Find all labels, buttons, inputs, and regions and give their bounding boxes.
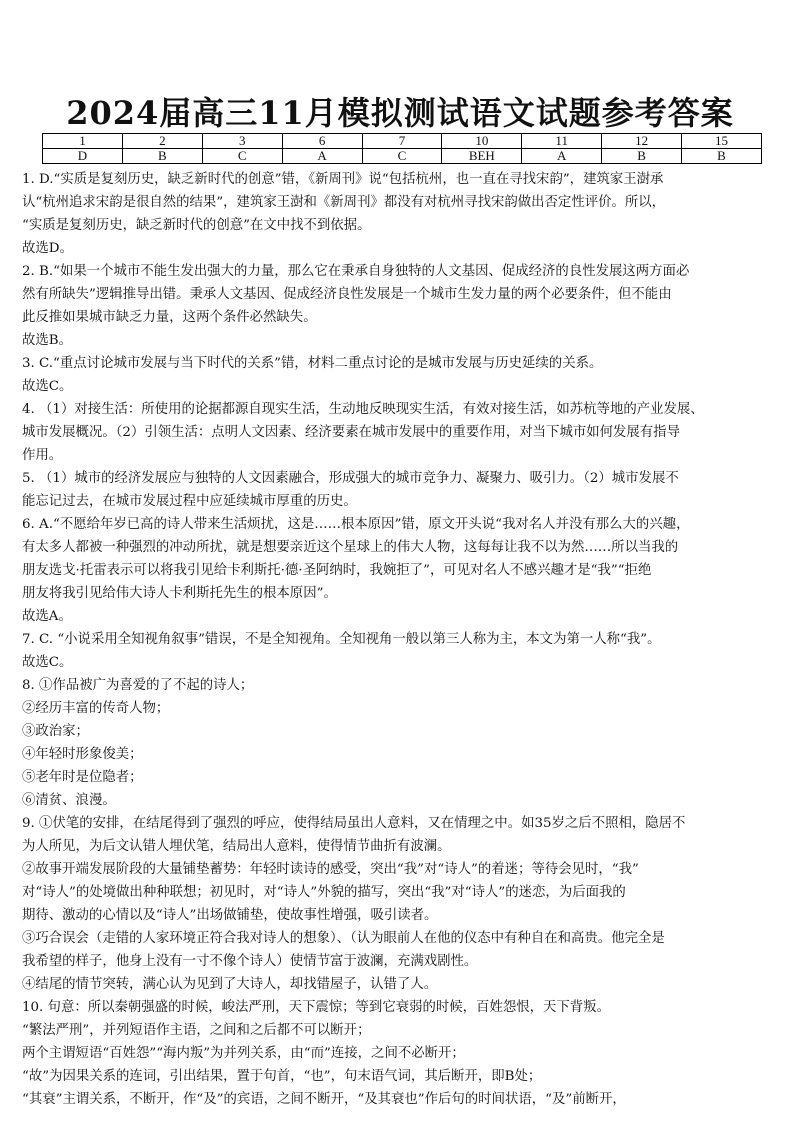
text-line: ④结尾的情节突转，满心认为见到了大诗人，却找错屋子，认错了人。 xyxy=(22,977,438,992)
text-line: 9. ①伏笔的安排，在结尾得到了强烈的呼应，使得结局虽出人意料，又在情理之中。如35岁之后不照相，隐居不 xyxy=(22,816,686,831)
question-number-cell: 7 xyxy=(362,134,442,149)
answer-cell: B xyxy=(602,149,682,164)
text-line: 期待、激动的心情以及“诗人”出场做铺垫，使故事性增强，吸引读者。 xyxy=(22,908,438,923)
question-number-cell: 3 xyxy=(202,134,282,149)
text-line: 认“杭州追求宋韵是很自然的结果”，建筑家王澍和《新周刊》都没有对杭州寻找宋韵做出否定性评价。所以， xyxy=(22,195,666,210)
text-line: 朋友将我引见给伟大诗人卡利斯托先生的根本原因”。 xyxy=(22,586,337,601)
text-line: ③政治家； xyxy=(22,724,89,739)
answer-cell: A xyxy=(282,149,362,164)
text-line: 两个主谓短语“百姓怨”“海内叛”为并列关系，由“而”连接，之间不必断开； xyxy=(22,1046,465,1061)
answer-cell: D xyxy=(43,149,123,164)
question-number-cell: 1 xyxy=(43,134,123,149)
text-line: “实质是复刻历史，缺乏新时代的创意”在文中找不到依据。 xyxy=(22,218,371,233)
question-number-cell: 10 xyxy=(442,134,522,149)
text-line: ③巧合误会（走错的人家环境正符合我对诗人的想象）、（认为眼前人在他的仪态中有种自在和高贵。他完全是 xyxy=(22,931,665,946)
text-line: 6. A.“不愿给年岁已高的诗人带来生活烦扰，这是……根本原因”错，原文开头说“我对名人并没有那么大的兴趣， xyxy=(22,517,690,532)
text-line: “其衰”主谓关系，不断开，作“及”的宾语，之间不断开，“及其衰也”作后句的时间状语，“及”前断开， xyxy=(22,1092,626,1107)
text-line: “繁法严刑”，并列短语作主语，之间和之后都不可以断开； xyxy=(22,1023,371,1038)
text-line: 为人所见，为后文认错人埋伏笔，结局出人意料，使得情节曲折有波澜。 xyxy=(22,839,451,854)
text-line: 故选D。 xyxy=(22,241,73,256)
text-line: 有太多人都被一种强烈的冲动所扰，就是想要亲近这个星球上的伟大人物，这每每让我不以为然……所以当我的 xyxy=(22,540,679,555)
text-line: “故”为因果关系的连词，引出结果，置于句首，“也”，句末语气词，其后断开，即B处； xyxy=(22,1069,542,1084)
answer-cell: B xyxy=(682,149,762,164)
text-line: 故选C。 xyxy=(22,655,73,670)
text-line: 1. D.“实质是复刻历史，缺乏新时代的创意”错，《新周刊》说“包括杭州，也一直在寻找宋韵”，建筑家王澍承 xyxy=(22,172,664,187)
text-line: 7. C. “小说采用全知视角叙事”错误，不是全知视角。全知视角一般以第三人称为主，本文为第一人称“我”。 xyxy=(22,632,661,647)
text-line: ②经历丰富的传奇人物； xyxy=(22,701,170,716)
text-line: 能忘记过去，在城市发展过程中应延续城市厚重的历史。 xyxy=(22,494,357,509)
answer-cell: BEH xyxy=(442,149,522,164)
text-line: 4. （1）对接生活：所使用的论据都源自现实生活，生动地反映现实生活，有效对接生活，如苏杭等地的产业发展、 xyxy=(22,402,704,417)
text-line: 故选A。 xyxy=(22,609,72,624)
text-line: 城市发展概况。（2）引领生活：点明人文因素、经济要素在城市发展中的重要作用，对当下城市如何发展有指导 xyxy=(22,425,680,440)
text-line: 10. 句意：所以秦朝强盛的时候，峻法严刑，天下震惊；等到它衰弱的时候，百姓怨恨，天下背叛。 xyxy=(22,1000,610,1015)
page-title: 2024届高三11月模拟测试语文试题参考答案 xyxy=(66,94,734,132)
answer-cell: C xyxy=(202,149,282,164)
text-line: 8. ①作品被广为喜爱的了不起的诗人； xyxy=(22,678,254,693)
question-number-cell: 11 xyxy=(522,134,602,149)
question-number-cell: 15 xyxy=(682,134,762,149)
text-line: 我希望的样子，他身上没有一寸不像个诗人）使情节富于波澜，充满戏剧性。 xyxy=(22,954,478,969)
question-number-cell: 2 xyxy=(122,134,202,149)
answer-cell: B xyxy=(122,149,202,164)
text-line: 故选C。 xyxy=(22,379,73,394)
text-line: 作用。 xyxy=(22,448,63,463)
answer-table xyxy=(42,133,762,164)
answer-table-answer-row xyxy=(43,149,762,164)
answer-cell: A xyxy=(522,149,602,164)
question-number-cell: 12 xyxy=(602,134,682,149)
text-line: 5. （1）城市的经济发展应与独特的人文因素融合，形成强大的城市竞争力、凝聚力、吸引力。（2）城市发展不 xyxy=(22,471,679,486)
text-line: ⑥清贫、浪漫。 xyxy=(22,793,116,808)
text-line: ④年轻时形象俊美； xyxy=(22,747,143,762)
text-line: 朋友选戈·托雷表示可以将我引见给卡利斯托·德·圣阿纳时，我婉拒了”，可见对名人不感兴趣才是“我”“拒绝 xyxy=(22,563,652,578)
answer-cell: C xyxy=(362,149,442,164)
text-line: 2. B.“如果一个城市不能生发出强大的力量，那么它在秉承自身独特的人文基因、促成经济的良性发展这两方面必 xyxy=(22,264,690,279)
answer-table-number-row xyxy=(43,134,762,149)
text-line: 3. C.“重点讨论城市发展与当下时代的关系”错，材料二重点讨论的是城市发展与历史延续的关系。 xyxy=(22,356,603,371)
text-line: ⑤老年时是位隐者； xyxy=(22,770,143,785)
text-line: ②故事开端发展阶段的大量铺垫蓄势：年轻时读诗的感受，突出“我”对“诗人”的着迷；等待会见时，“我” xyxy=(22,862,639,877)
text-line: 故选B。 xyxy=(22,333,73,348)
text-line: 然有所缺失”逻辑推导出错。秉承人文基因、促成经济良性发展是一个城市生发力量的两个必要条件，但不能由 xyxy=(22,287,672,302)
question-number-cell: 6 xyxy=(282,134,362,149)
text-line: 对“诗人”的处境做出种种联想；初见时，对“诗人”外貌的描写，突出“我”对“诗人”的迷恋，为后面我的 xyxy=(22,885,626,900)
answer-explanations xyxy=(22,168,756,1111)
text-line: 此反推如果城市缺乏力量，这两个条件必然缺失。 xyxy=(22,310,317,325)
